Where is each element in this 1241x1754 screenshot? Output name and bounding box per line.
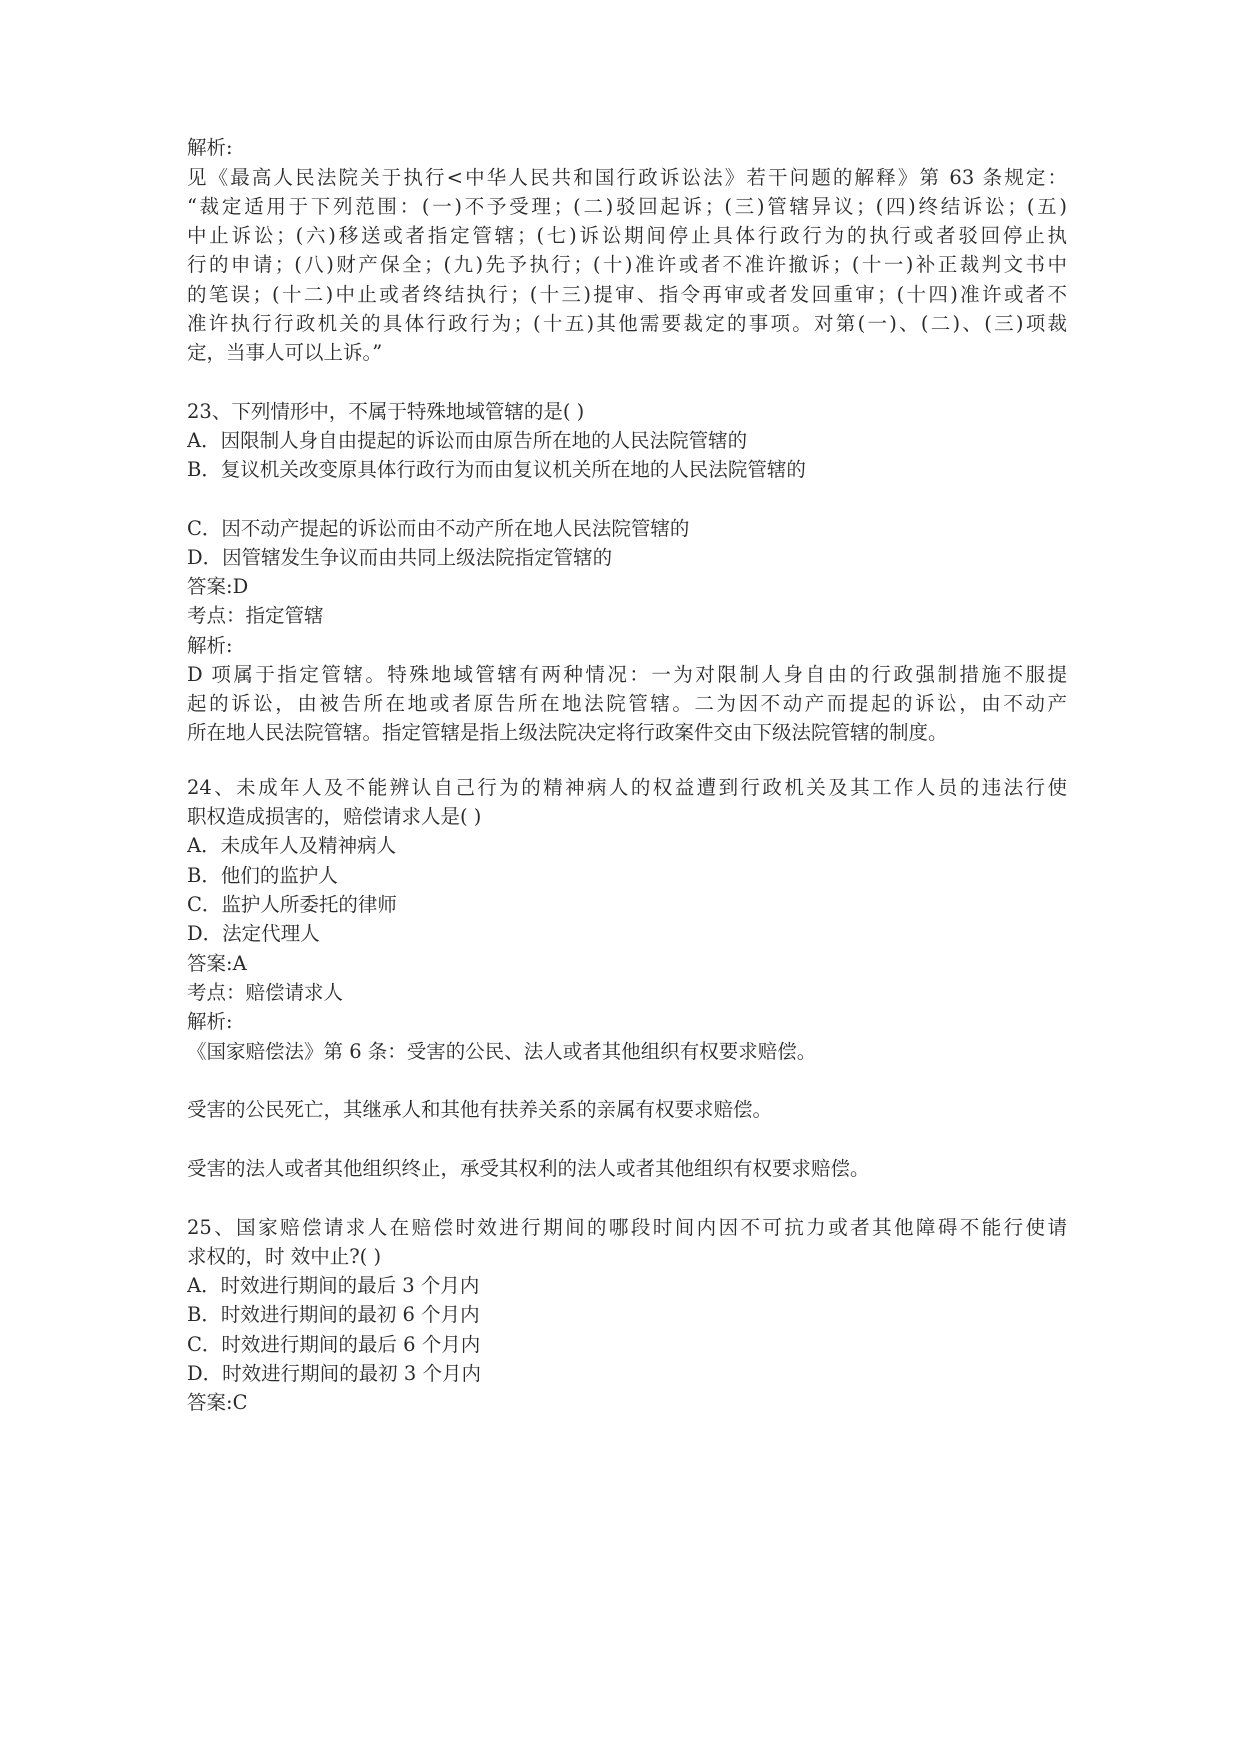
analysis-line: 准许执行行政机关的具体行政行为；(十五)其他需要裁定的事项。对第(一)、(二)、(三)项裁 (187, 312, 1067, 335)
analysis-line: 中止诉讼；(六)移送或者指定管辖；(七)诉讼期间停止具体行政行为的执行或者驳回停止执 (187, 224, 1067, 247)
option-b: B．他们的监护人 (187, 864, 338, 887)
analysis-label: 解析: (187, 136, 233, 159)
option-a: A．因限制人身自由提起的诉讼而由原告所在地的人民法院管辖的 (187, 429, 748, 452)
option-d: D．因管辖发生争议而由共同上级法院指定管辖的 (187, 546, 613, 569)
analysis-line: 受害的公民死亡，其继承人和其他有扶养关系的亲属有权要求赔偿。 (187, 1098, 773, 1121)
option-b: B．复议机关改变原具体行政行为而由复议机关所在地的人民法院管辖的 (187, 458, 806, 481)
option-c: C．时效进行期间的最后 6 个月内 (187, 1333, 481, 1356)
analysis-label: 解析: (187, 634, 233, 657)
option-d: D．法定代理人 (187, 922, 320, 945)
analysis-line: 行的申请；(八)财产保全；(九)先予执行；(十)准许或者不准许撤诉；(十一)补正裁判文书中 (187, 253, 1067, 276)
question-text: 求权的，时 效中止?( ) (187, 1245, 382, 1268)
answer-text: 答案:A (187, 952, 247, 975)
analysis-line: 的笔误；(十二)中止或者终结执行；(十三)提审、指令再审或者发回重审；(十四)准许或者不 (187, 283, 1067, 306)
analysis-line: 所在地人民法院管辖。指定管辖是指上级法院决定将行政案件交由下级法院管辖的制度。 (187, 721, 948, 744)
answer-text: 答案:C (187, 1391, 248, 1414)
option-a: A．时效进行期间的最后 3 个月内 (187, 1274, 480, 1297)
option-b: B．时效进行期间的最初 6 个月内 (187, 1303, 480, 1326)
analysis-line: 见《最高人民法院关于执行<中华人民共和国行政诉讼法》若干问题的解释》第 63 条规定： (187, 166, 1067, 189)
answer-text: 答案:D (187, 575, 249, 598)
option-c: C．监护人所委托的律师 (187, 893, 397, 916)
question-text: 23、下列情形中，不属于特殊地域管辖的是( ) (187, 400, 585, 423)
option-a: A．未成年人及精神病人 (187, 834, 397, 857)
analysis-line: 受害的法人或者其他组织终止，承受其权利的法人或者其他组织有权要求赔偿。 (187, 1157, 870, 1180)
option-d: D．时效进行期间的最初 3 个月内 (187, 1362, 481, 1385)
question-text: 25、国家赔偿请求人在赔偿时效进行期间的哪段时间内因不可抗力或者其他障碍不能行使请 (187, 1216, 1067, 1239)
analysis-line: 起的诉讼，由被告所在地或者原告所在地法院管辖。二为因不动产而提起的诉讼，由不动产 (187, 692, 1067, 715)
analysis-label: 解析: (187, 1010, 233, 1033)
analysis-line: 《国家赔偿法》第 6 条：受害的公民、法人或者其他组织有权要求赔偿。 (187, 1040, 817, 1063)
analysis-line: 定，当事人可以上诉。” (187, 341, 383, 364)
question-text: 24、未成年人及不能辨认自己行为的精神病人的权益遭到行政机关及其工作人员的违法行使 (187, 776, 1067, 799)
option-c: C．因不动产提起的诉讼而由不动产所在地人民法院管辖的 (187, 517, 690, 540)
question-text: 职权造成损害的，赔偿请求人是( ) (187, 805, 482, 828)
exam-point: 考点：赔偿请求人 (187, 981, 344, 1004)
analysis-line: “裁定适用于下列范围：(一)不予受理；(二)驳回起诉；(三)管辖异议；(四)终结诉讼；(五) (187, 195, 1067, 218)
analysis-line: D 项属于指定管辖。特殊地域管辖有两种情况：一为对限制人身自由的行政强制措施不服提 (187, 663, 1067, 686)
exam-point: 考点：指定管辖 (187, 604, 324, 627)
